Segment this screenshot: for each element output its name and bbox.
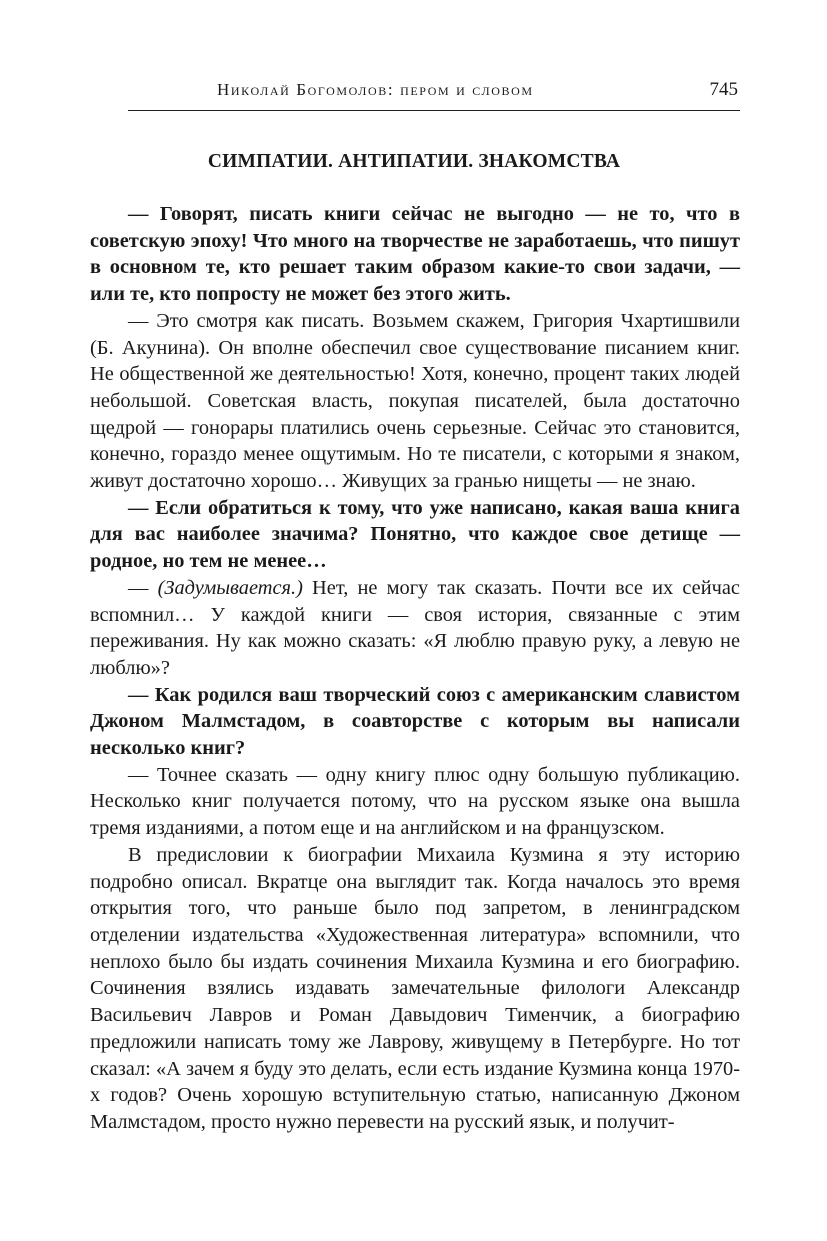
running-header	[128, 78, 740, 110]
interview-answer	[90, 575, 740, 682]
chapter-title: СИМПАТИИ. АНТИПАТИИ. ЗНАКОМСТВА	[207, 151, 621, 172]
interview-question: — Если обратиться к тому, что уже написано, какая ваша книга для вас наиболее значима? Понятно, что каждое свое детище — родное, но тем не менее…	[90, 496, 740, 573]
interview-answer: — Это смотря как писать. Возьмем скажем, Григория Чхартишвили (Б. Акунина). Он вполне обеспечил свое существование писанием книг. Не общественной же деятельностью! Хотя, конечно, процент таких людей небольшой. Советская власть, покупая писателей, была достаточно щедрой — гонорары платились очень серьезные. Сейчас это становится, конечно, гораздо менее ощутимым. Но те писатели, с которыми я знаком, живут достаточно хорошо… Живущих за гранью нищеты — не знаю.	[90, 309, 740, 493]
running-title: Николай Богомолов: пером и словом	[217, 80, 534, 99]
interview-question: — Как родился ваш творческий союз с американским славистом Джоном Малмстадом, в соавторстве с которым вы написали несколько книг?	[90, 683, 740, 760]
interview-answer: — Точнее сказать — одну книгу плюс одну большую публикацию. Несколько книг получается потому, что на русском языке она вышла тремя изданиями, а потом еще и на английском и на французском.	[90, 763, 740, 840]
header-rule	[128, 110, 740, 111]
interview-answer-continued: В предисловии к биографии Михаила Кузмина я эту историю подробно описал. Вкратце она выглядит так. Когда началось это время открытия того, что раньше было под запретом, в ленинградском отделении издательства «Художественная литература» вспомнили, что неплохо было бы издать сочинения Михаила Кузмина и его биографию. Сочинения взялись издавать замечательные филологи Александр Васильевич Лавров и Роман Давыдович Тименчик, а биографию предложили написать тому же Лаврову, живущему в Петербурге. Но тот сказал: «А зачем я буду это делать, если есть издание Кузмина конца 1970-х годов? Очень хорошую вступительную статью, написанную Джоном Малмстадом, просто нужно перевести на русский язык, и получит-	[90, 843, 740, 1133]
answer-dash: —	[128, 576, 158, 599]
interview-question: — Говорят, писать книги сейчас не выгодно — не то, что в советскую эпоху! Что много на творчестве не заработаешь, что пишут в основном те, кто решает таким образом какие-то свои задачи, — или те, кто попросту не может без этого жить.	[90, 203, 740, 306]
page-number: 745	[709, 79, 738, 100]
body-text	[90, 201, 740, 1136]
stage-direction: (Задумывается.)	[157, 576, 303, 599]
answer-text: Нет, не могу так сказать. Почти все их сейчас вспомнил… У каждой книги — своя история, связанные с этим переживания. Ну как можно сказать: «Я люблю правую руку, а левую не люблю»?	[90, 576, 740, 679]
